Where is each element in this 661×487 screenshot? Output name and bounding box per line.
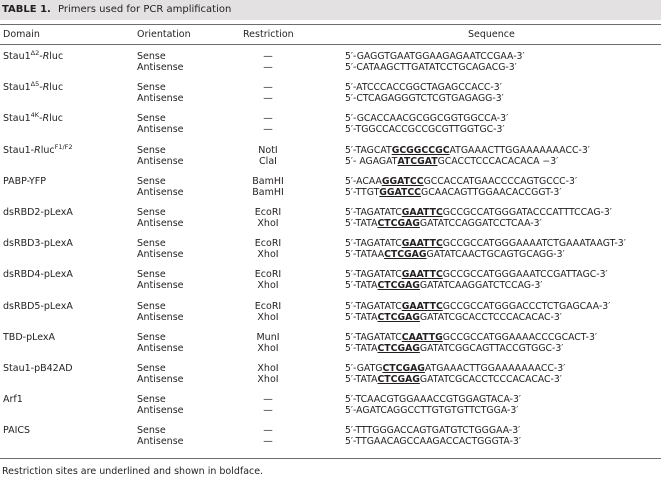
orientation-antisense: Antisense bbox=[137, 436, 184, 448]
orientation-antisense: Antisense bbox=[137, 249, 184, 261]
restriction-site: GCGGCCGC bbox=[391, 144, 450, 156]
domain-cell: Stau1-pB42AD bbox=[3, 363, 73, 374]
domain-superscript: 4K bbox=[30, 111, 40, 120]
orientation-antisense: Antisense bbox=[137, 374, 184, 385]
table-row: dsRBD2-pLexA Sense Antisense EcoRI XhoI 5′-TAGATATCGAATTCGCCGCCATGGGATACCCATTTCCAG-3′ 5′-TATACTCGAGGATATCCAGGATCCTCAA-3′ bbox=[3, 207, 612, 229]
sequence-antisense: 5′-TATACTCGAGGATATCGCACCTCCCACACAC-3′ bbox=[345, 374, 562, 385]
sequence-sense: 5′-TAGATATCGAATTCGCCGCCATGGGATACCCATTTCCAG-3′ bbox=[345, 207, 612, 218]
restriction-site: GAATTC bbox=[401, 207, 443, 218]
orientation-antisense: Antisense bbox=[137, 218, 184, 229]
restriction-site: CTCGAG bbox=[377, 374, 420, 385]
restriction-site: ATCGAT bbox=[397, 155, 438, 167]
restriction-site: GAATTC bbox=[401, 300, 443, 312]
header-sequence: Sequence bbox=[468, 29, 515, 40]
sequence-sense: 5′-TCAACGTGGAAACCGTGGAGTACA-3′ bbox=[345, 394, 522, 406]
domain-italic: R bbox=[42, 113, 50, 125]
orientation-antisense: Antisense bbox=[137, 311, 184, 323]
table-row: PABP-YFP Sense Antisense BamHI BamHI 5′-ACAAGGATCCGCCACCATGAACCCCAGTGCCC-3′ 5′-TTGTGGATCCGCAACAGTTGGAACACCGGT-3′ bbox=[3, 175, 578, 198]
header-domain: Domain bbox=[3, 29, 40, 40]
sequence-antisense: 5′-TATACTCGAGGATATCGCACCTCCCACACAC-3′ bbox=[345, 311, 562, 323]
sequence-sense: 5′-TAGCATGCGGCCGCATGAAACTTGGAAAAAAACC-3′ bbox=[345, 144, 590, 156]
table-title: Primers used for PCR amplification bbox=[58, 4, 232, 15]
orientation-antisense: Antisense bbox=[137, 124, 184, 136]
orientation-sense: Sense bbox=[137, 113, 166, 125]
domain-superscript: F1/F2 bbox=[54, 142, 73, 151]
restriction-site: GGATCC bbox=[379, 186, 422, 198]
table-row: Arf1 Sense Antisense — — 5′-TCAACGTGGAAACCGTGGAGTACA-3′ 5′-AGATCAGGCCTTGTGTGTTCTGGA-3′ bbox=[3, 394, 522, 417]
table-row: $Stau1^{\Delta 5}$-Rluc Sense Antisense — — 5′-ATCCCACCGGCTAGAGCCACC-3′ 5′-CTCAGAGGGTCTCGTGAGAGG-3′ bbox=[3, 80, 504, 105]
domain-superscript: Δ5 bbox=[30, 80, 40, 89]
table-row: dsRBD5-pLexA Sense Antisense EcoRI XhoI 5′-TAGATATCGAATTCGCCGCCATGGGACCCTCTGAGCAA-3′ 5′-TATACTCGAGGATATCGCACCTCCCACACAC-3′ bbox=[3, 300, 611, 323]
domain-cell: dsRBD5-pLexA bbox=[3, 300, 73, 312]
header-restriction: Restriction bbox=[243, 29, 294, 40]
sequence-sense: 5′-GCACCAACGCGGCGGTGGCCA-3′ bbox=[345, 113, 509, 125]
table-row: TBD-pLexA Sense Antisense MunI XhoI 5′-TAGATATCCAATTGGCCGCCATGGAAAACCCGCACT-3′ 5′-TATACTCGAGGATATCGGCAGTTACCGTGGC-3′ bbox=[3, 331, 597, 354]
restriction-site: CTCGAG bbox=[377, 280, 420, 292]
orientation-antisense: Antisense bbox=[137, 405, 184, 417]
domain-cell: PAICS bbox=[3, 425, 31, 437]
sequence-sense: 5′-GATGCTCGAGATGAAACTTGGAAAAAAACC-3′ bbox=[345, 363, 566, 374]
restriction-site: CAATTG bbox=[401, 331, 443, 343]
restriction-site: GAATTC bbox=[401, 269, 443, 281]
orientation-antisense: Antisense bbox=[137, 93, 184, 105]
header-top-rule bbox=[0, 24, 661, 25]
restriction-site: CTCGAG bbox=[377, 342, 420, 354]
sequence-sense: 5′-TAGATATCGAATTCGCCGCCATGGGAAATCCGATTAGC-3′ bbox=[345, 269, 608, 281]
table-row: $Stau1^{4K}$-Rluc Sense Antisense — — 5′-GCACCAACGCGGCGGTGGCCA-3′ 5′-TGGCCACCGCCGCGTTGGTGC-3′ bbox=[3, 111, 509, 136]
restriction-site: CTCGAG bbox=[384, 249, 427, 261]
sequence-sense: 5′-ACAAGGATCCGCCACCATGAACCCCAGTGCCC-3′ bbox=[345, 175, 578, 187]
domain-cell: PABP-YFP bbox=[3, 175, 46, 187]
header-orientation: Orientation bbox=[137, 29, 191, 40]
sequence-antisense: 5′-AGATCAGGCCTTGTGTGTTCTGGA-3′ bbox=[345, 405, 519, 417]
orientation-sense: Sense bbox=[137, 175, 166, 187]
orientation-sense: Sense bbox=[137, 82, 166, 94]
domain-cell: Arf1 bbox=[3, 394, 23, 406]
orientation-sense: Sense bbox=[137, 300, 166, 312]
sequence-antisense: 5′-TTGTGGATCCGCAACAGTTGGAACACCGGT-3′ bbox=[345, 186, 562, 198]
orientation-sense: Sense bbox=[137, 144, 166, 156]
orientation-sense: Sense bbox=[137, 331, 166, 343]
domain-cell: dsRBD3-pLexA bbox=[3, 238, 73, 250]
domain-cell: $Stau1^{\Delta 2}$-Rluc bbox=[3, 49, 64, 62]
orientation-sense: Sense bbox=[137, 363, 166, 374]
domain-cell: $Stau1^{\Delta 5}$-Rluc bbox=[3, 80, 64, 94]
table-bottom-rule bbox=[0, 458, 661, 459]
sequence-sense: 5′-ATCCCACCGGCTAGAGCCACC-3′ bbox=[345, 82, 502, 94]
sequence-sense: 5′-TTTGGGACCAGTGATGTCTGGGAA-3′ bbox=[345, 425, 521, 437]
table-footnote: Restriction sites are underlined and shown in boldface. bbox=[2, 466, 264, 477]
orientation-antisense: Antisense bbox=[137, 280, 184, 292]
table-caption bbox=[0, 0, 661, 20]
restriction-site: GGATCC bbox=[381, 175, 424, 187]
sequence-antisense: 5′-TATACTCGAGGATATCGGCAGTTACCGTGGC-3′ bbox=[345, 342, 564, 354]
sequence-sense: 5′-GAGGTGAATGGAAGAGAATCCGAA-3′ bbox=[345, 51, 525, 62]
orientation-antisense: Antisense bbox=[137, 342, 184, 354]
sequence-sense: 5′-TAGATATCGAATTCGCCGCCATGGGAAAATCTGAAATAAGT-3′ bbox=[345, 238, 626, 250]
orientation-antisense: Antisense bbox=[137, 155, 184, 167]
table-row: dsRBD3-pLexA Sense Antisense EcoRI XhoI 5′-TAGATATCGAATTCGCCGCCATGGGAAAATCTGAAATAAGT-3′ 5′-TATAACTCGAGGATATCAACTGCAGTGCAGG-3′ bbox=[3, 238, 626, 261]
table-label: TABLE 1. bbox=[2, 4, 51, 15]
orientation-sense: Sense bbox=[137, 425, 166, 437]
sequence-sense: 5′-TAGATATCCAATTGGCCGCCATGGAAAACCCGCACT-3′ bbox=[345, 331, 597, 343]
sequence-antisense: 5′-CTCAGAGGGTCTCGTGAGAGG-3′ bbox=[345, 93, 504, 105]
sequence-antisense: 5′-TATACTCGAGGATATCAAGGATCTCCAG-3′ bbox=[345, 280, 543, 292]
restriction-site: GAATTC bbox=[401, 238, 443, 250]
domain-cell: dsRBD2-pLexA bbox=[3, 207, 73, 218]
restriction-site: CTCGAG bbox=[382, 363, 425, 374]
domain-cell: $Stau1^{4K}$-Rluc bbox=[3, 111, 63, 125]
domain-superscript: Δ2 bbox=[30, 49, 40, 57]
orientation-sense: Sense bbox=[137, 51, 166, 62]
table-row: $Stau1^{\Delta 2}$-Rluc Sense Antisense — — 5′-GAGGTGAATGGAAGAGAATCCGAA-3′ 5′-CATAAGCTTGATATCCTGCAGACG-3′ bbox=[3, 49, 525, 73]
sequence-antisense: 5′-TGGCCACCGCCGCGTTGGTGC-3′ bbox=[345, 124, 505, 136]
domain-italic: R bbox=[42, 82, 50, 94]
table-row: PAICS Sense Antisense — — 5′-TTTGGGACCAGTGATGTCTGGGAA-3′ 5′-TTGAACAGCCAAGACCACTGGGTA-3′ bbox=[3, 425, 521, 448]
sequence-antisense: 5′- AGAGATATCGATGCACCTCCCACACACA −3′ bbox=[345, 155, 559, 167]
orientation-sense: Sense bbox=[137, 394, 166, 406]
orientation-antisense: Antisense bbox=[137, 62, 184, 73]
sequence-antisense: 5′-TTGAACAGCCAAGACCACTGGGTA-3′ bbox=[345, 436, 521, 448]
domain-cell: dsRBD4-pLexA bbox=[3, 269, 73, 281]
table-row: dsRBD4-pLexA Sense Antisense EcoRI XhoI 5′-TAGATATCGAATTCGCCGCCATGGGAAATCCGATTAGC-3′ 5′-TATACTCGAGGATATCAAGGATCTCCAG-3′ bbox=[3, 269, 608, 292]
header-bottom-rule bbox=[0, 44, 661, 45]
domain-italic: R bbox=[42, 51, 50, 62]
sequence-antisense: 5′-CATAAGCTTGATATCCTGCAGACG-3′ bbox=[345, 62, 517, 73]
sequence-sense: 5′-TAGATATCGAATTCGCCGCCATGGGACCCTCTGAGCAA-3′ bbox=[345, 300, 611, 312]
orientation-sense: Sense bbox=[137, 238, 166, 250]
sequence-antisense: 5′-TATAACTCGAGGATATCAACTGCAGTGCAGG-3′ bbox=[345, 249, 565, 261]
table-row: Stau1-pB42AD Sense Antisense XhoI XhoI 5′-GATGCTCGAGATGAAACTTGGAAAAAAACC-3′ 5′-TATACTCGAGGATATCGCACCTCCCACACAC-3′ bbox=[3, 363, 566, 385]
orientation-sense: Sense bbox=[137, 269, 166, 281]
table-row: Stau1-Rluc$^{F1/F2}$ Sense Antisense NotI ClaI 5′-TAGCATGCGGCCGCATGAAACTTGGAAAAAAACC-3′ 5′- AGAGATATCGATGCACCTCCCACACACA −3′ bbox=[3, 142, 590, 167]
restriction-site: CTCGAG bbox=[377, 218, 420, 229]
orientation-antisense: Antisense bbox=[137, 186, 184, 198]
sequence-antisense: 5′-TATACTCGAGGATATCCAGGATCCTCAA-3′ bbox=[345, 218, 542, 229]
orientation-sense: Sense bbox=[137, 207, 166, 218]
domain-cell: TBD-pLexA bbox=[3, 331, 56, 343]
restriction-site: CTCGAG bbox=[377, 311, 420, 323]
domain-cell: Stau1-Rluc$^{F1/F2}$ bbox=[3, 142, 73, 156]
domain-italic: R bbox=[34, 144, 41, 156]
